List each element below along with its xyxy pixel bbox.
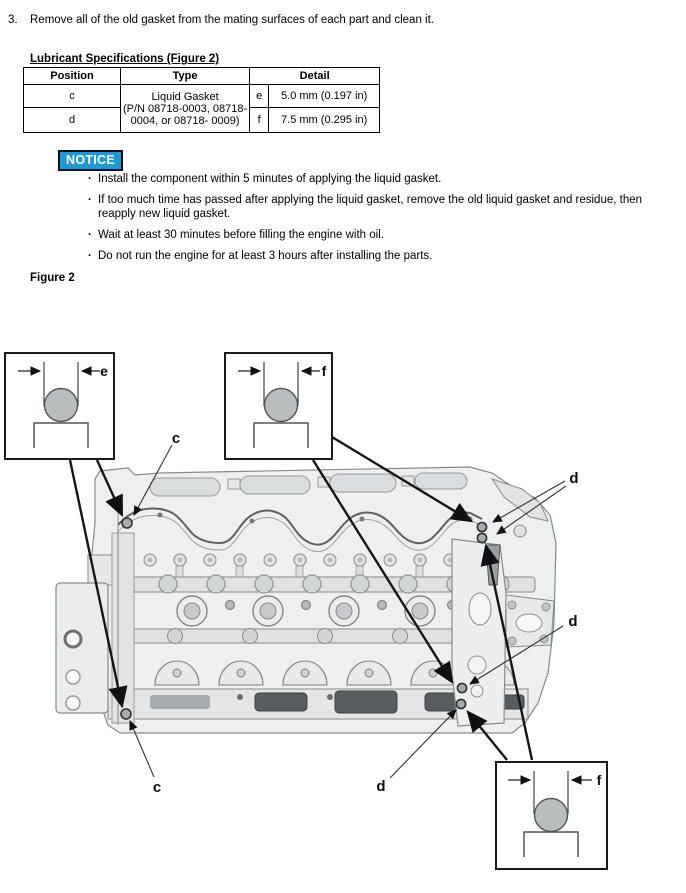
table-row	[24, 85, 380, 108]
header-position: Position	[24, 68, 121, 85]
step-3	[8, 13, 668, 27]
cell-type	[121, 85, 250, 133]
notice-badge: NOTICE	[58, 150, 123, 171]
label-d-right: d	[568, 613, 578, 630]
type-line-3: 0004, or 08718- 0009)	[130, 114, 240, 127]
application-point-d-top-2	[477, 533, 486, 542]
notice-item: · Install the component within 5 minutes of applying the liquid gasket.	[88, 172, 678, 186]
figure-2-drawing	[0, 293, 686, 893]
cell-key-f: f	[250, 108, 269, 133]
table-header-row	[24, 68, 380, 85]
left-mount-bracket	[56, 555, 114, 713]
cell-position-d: d	[24, 108, 121, 133]
gasket-bead-cross-section	[265, 389, 298, 422]
label-d-top: d	[569, 470, 579, 487]
notice-item: · If too much time has passed after applying the liquid gasket, remove the old liquid gasket and residue, then reapply new liquid gasket.	[88, 193, 678, 221]
application-point-d-bottom-2	[456, 699, 465, 708]
cell-key-e: e	[250, 85, 269, 108]
inset-box-f-top	[225, 353, 332, 459]
table-title: Lubricant Specifications (Figure 2)	[30, 53, 220, 65]
type-line-1: Liquid Gasket	[151, 90, 219, 103]
step-number: 3.	[8, 14, 18, 26]
application-point-d-top-1	[477, 522, 486, 531]
gasket-bead-cross-section	[45, 389, 78, 422]
engine-illustration	[56, 467, 556, 733]
gasket-bead-cross-section	[535, 799, 568, 832]
label-f-top: f	[321, 363, 327, 379]
type-line-2: (P/N 08718-0003, 08718-	[123, 102, 248, 115]
label-e: e	[100, 363, 108, 379]
inset-box-f-bottom	[496, 762, 607, 869]
application-point-c-lower	[121, 709, 131, 719]
label-f-bottom: f	[596, 772, 602, 788]
lubricant-spec-table	[23, 67, 380, 133]
notice-item: · Wait at least 30 minutes before filling the engine with oil.	[88, 228, 678, 242]
label-c-bottom: c	[152, 779, 162, 796]
label-d-bottom: d	[376, 778, 386, 795]
cell-value-f: 7.5 mm (0.295 in)	[269, 108, 380, 133]
chain-case-edge	[112, 505, 134, 725]
application-point-d-bottom-1	[457, 683, 466, 692]
step-text: Remove all of the old gasket from the mating surfaces of each part and clean it.	[30, 14, 434, 26]
label-c-top: c	[171, 430, 181, 447]
cell-value-e: 5.0 mm (0.197 in)	[269, 85, 380, 108]
figure-2	[0, 293, 686, 893]
lubricant-spec-section	[23, 53, 380, 133]
cell-position-c: c	[24, 85, 121, 108]
notice-item: · Do not run the engine for at least 3 hours after installing the parts.	[88, 249, 678, 263]
inset-box-e	[5, 353, 114, 459]
header-detail: Detail	[250, 68, 380, 85]
figure-caption: Figure 2	[30, 272, 75, 284]
application-point-c-upper	[122, 518, 132, 528]
header-type: Type	[121, 68, 250, 85]
notice-list	[88, 172, 678, 270]
